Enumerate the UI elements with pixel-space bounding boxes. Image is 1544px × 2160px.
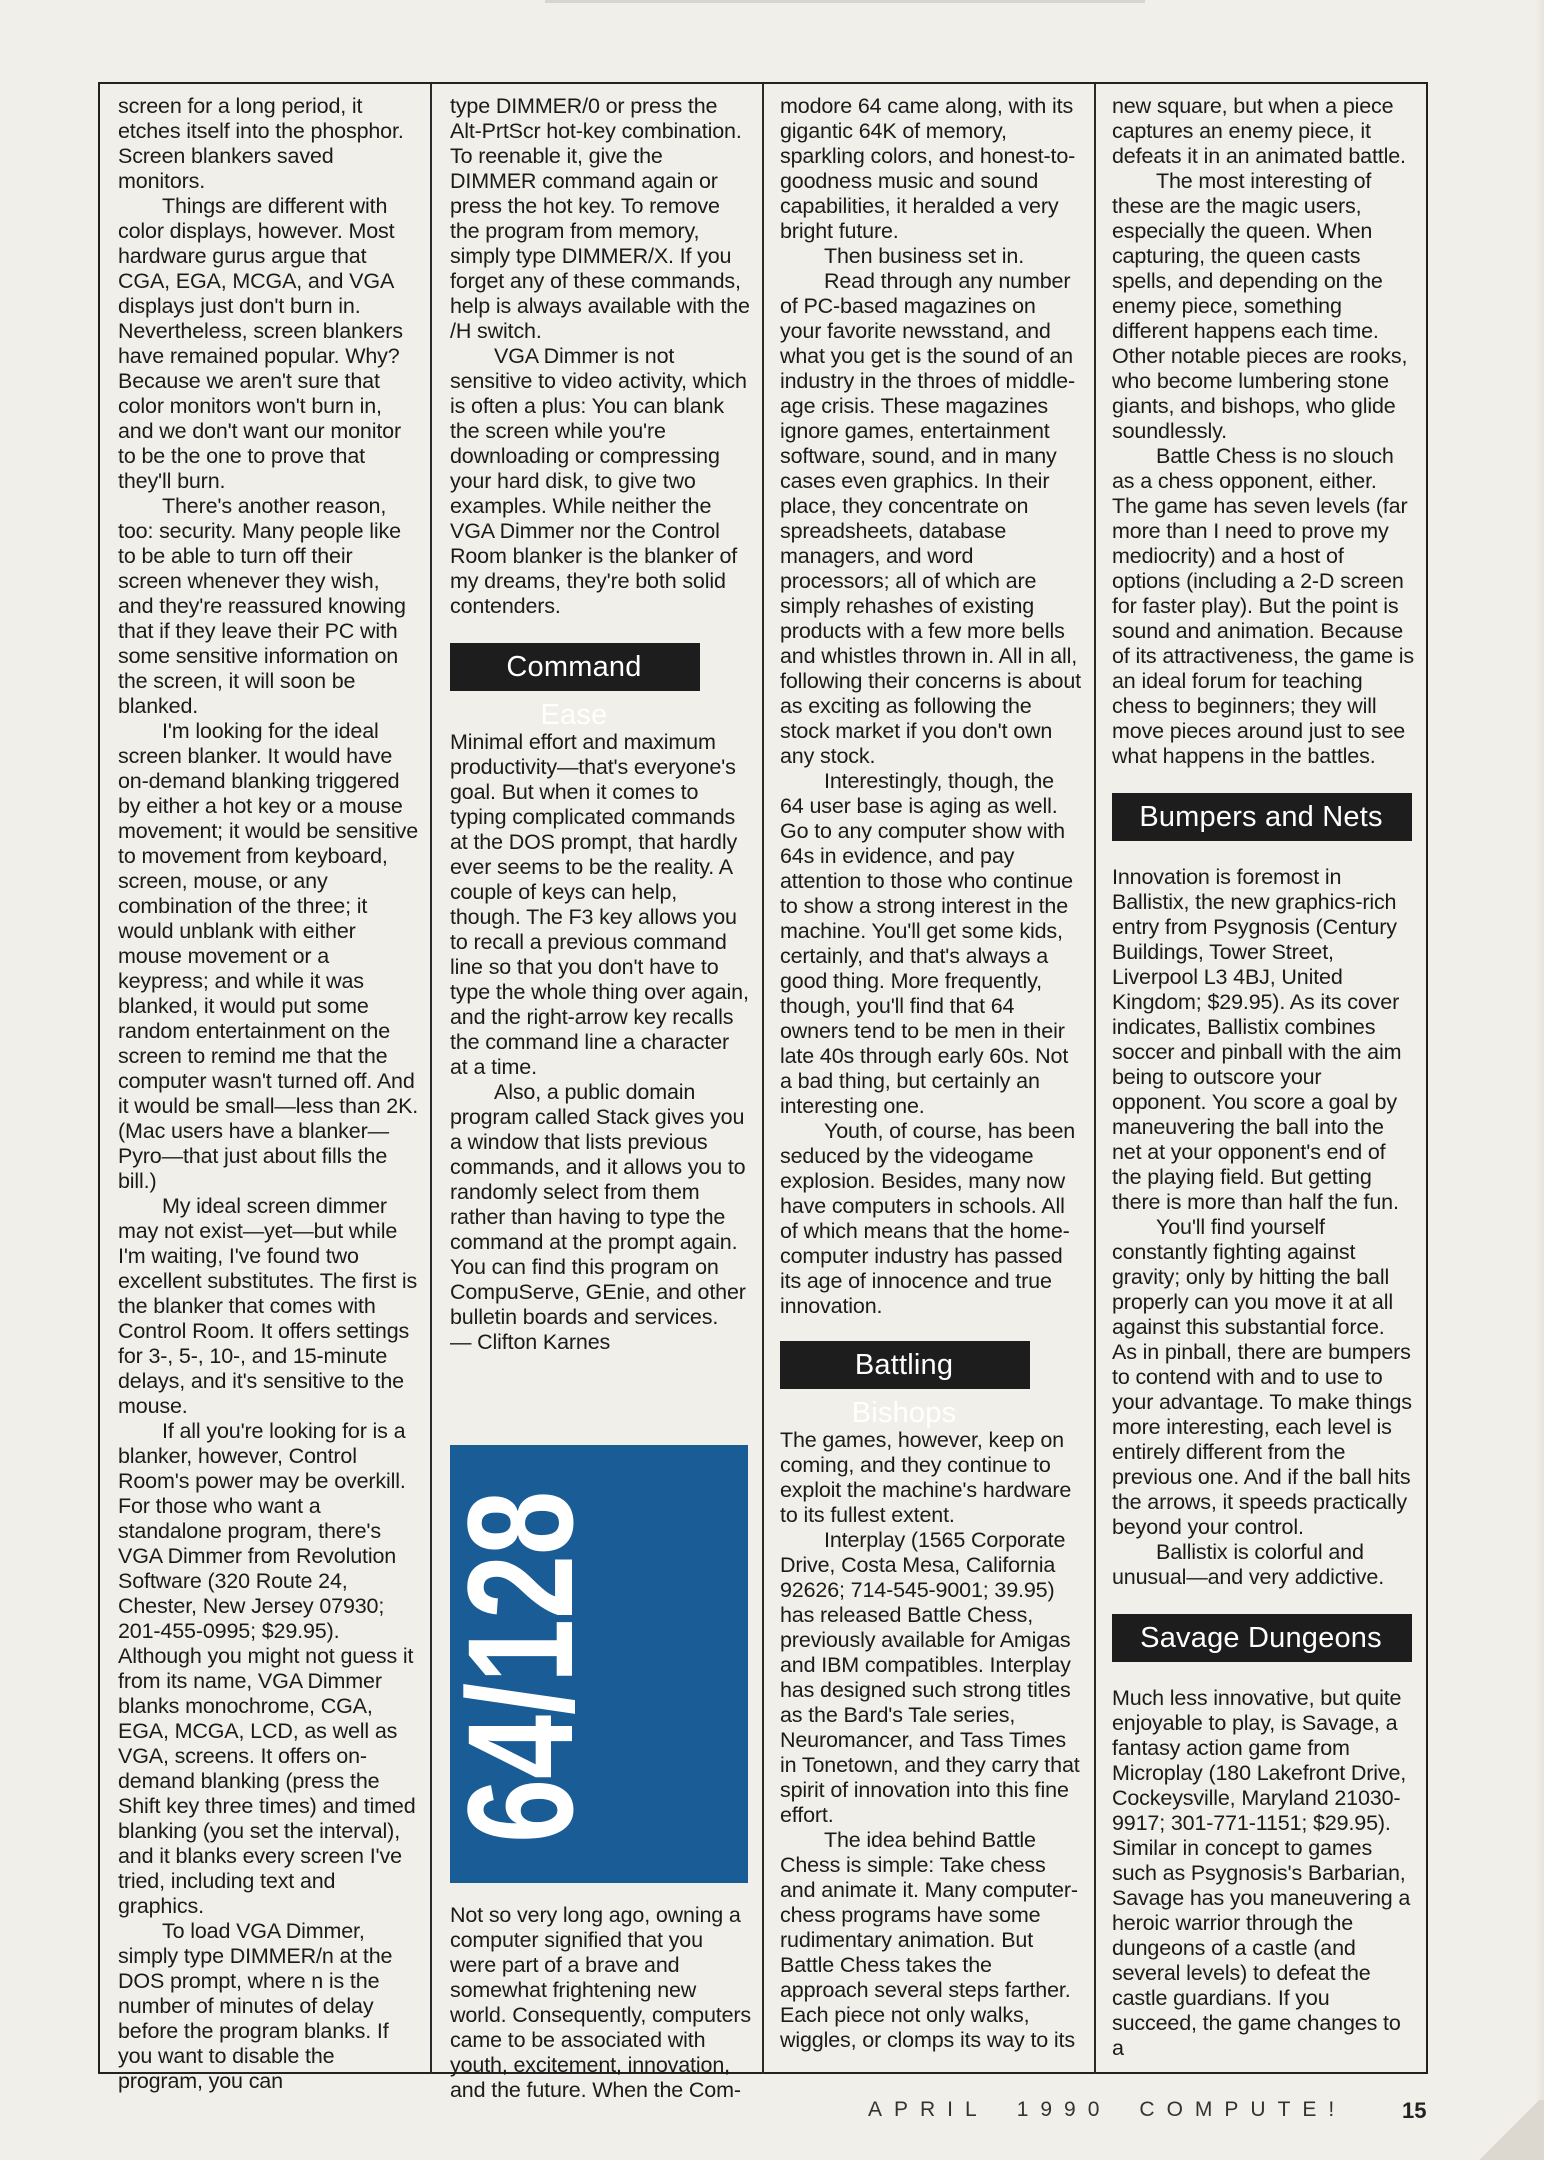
paragraph: new square, but when a piece captures an enemy piece, it defeats it in an animated battle. <box>1112 94 1406 168</box>
column-divider <box>1094 84 1096 2074</box>
logo-text: 64/128 <box>436 1385 604 1843</box>
paragraph: Much less innovative, but quite enjoyable to play, is Savage, a fantasy action game from Microplay (180 Lakefront Drive, Cockeysville, Maryland 21030-9917; 301-771-1151; $29.95). Similar in concept to games such as Psygnosis's Barbarian, Savage has you maneuvering a heroic warrior through the dungeons of a castle (and several levels) to defeat the castle guardians. If you succeed, the game changes to a <box>1112 1686 1411 2060</box>
paragraph: Not so very long ago, owning a computer signified that you were part of a brave and somewhat frightening new world. Consequently, computers came to be associated with youth, excitement, innovation, and the future. When the Com- <box>450 1903 752 2102</box>
paragraph: Read through any number of PC-based magazines on your favorite newsstand, and what you get is the sound of an industry in the throes of middle-age crisis. These magazines ignore games, entertainment software, sound, and in many cases even graphics. In their place, they concentrate on spreadsheets, database managers, and word processors; all of which are simply rehashes of existing products with a few more bells and whistles thrown in. All in all, following their concerns is about as exciting as following the stock market if you don't own any stock. <box>780 269 1081 768</box>
page-number: 15 <box>1402 2098 1427 2123</box>
paragraph: Ballistix is colorful and unusual—and very addictive. <box>1112 1540 1385 1589</box>
paragraph: There's another reason, too: security. Many people like to be able to turn off their screen whenever they wish, and they're reassured knowing that if they leave their PC with some sensitive information on the screen, it will soon be blanked. <box>118 494 406 718</box>
footer-year: 1990 <box>1016 2098 1112 2121</box>
column-divider <box>762 84 764 2074</box>
paragraph: Youth, of course, has been seduced by the videogame explosion. Besides, many now have computers in schools. All of which means that the home-computer industry has passed its age of innocence and true innovation. <box>780 1119 1076 1318</box>
paragraph: type DIMMER/0 or press the Alt-PrtScr hot-key combination. To reenable it, give the DIMMER command again or press the hot key. To remove the program from memory, simply type DIMMER/X. If you forget any of these commands, help is always available with the /H switch. <box>450 94 750 343</box>
paragraph: Innovation is foremost in Ballistix, the new graphics-rich entry from Psygnosis (Century Buildings, Tower Street, Liverpool L3 4BJ, United Kingdom; $29.95). As its cover indicates, Ballistix combines soccer and pinball with the aim being to outscore your opponent. You score a goal by maneuvering the ball into the net at your opponent's end of the playing field. But getting there is more than half the fun. <box>1112 865 1402 1214</box>
paragraph: My ideal screen dimmer may not exist—yet—but while I'm waiting, I've found two excellent substitutes. The first is the blanker that comes with Control Room. It offers settings for 3-, 5-, 10-, and 15-minute delays, and it's sensitive to the mouse. <box>118 1194 418 1418</box>
paragraph: If all you're looking for is a blanker, however, Control Room's power may be overkill. For those who want a standalone program, there's VGA Dimmer from Revolution Software (320 Route 24, Chester, New Jersey 07930; 201-455-0995; $29.95). Although you might not guess it from its name, VGA Dimmer blanks monochrome, CGA, EGA, MCGA, LCD, as well as VGA, screens. It offers on-demand blanking (press the Shift key three times) and timed blanking (you set the interval), and it blanks every screen I've tried, including text and graphics. <box>118 1419 416 1918</box>
logo-graphic <box>436 1385 748 1883</box>
page-edge <box>1536 0 1544 2160</box>
paragraph: Interestingly, though, the 64 user base is aging as well. Go to any computer show with 64s in evidence, and pay attention to those who continue to show a strong interest in the machine. You'll get some kids, certainly, and that's always a good thing. More frequently, though, you'll find that 64 owners tend to be men in their late 40s through early 60s. Not a bad thing, but certainly an interesting one. <box>780 769 1073 1118</box>
paragraph: VGA Dimmer is not sensitive to video activity, which is often a plus: You can blank the screen while you're downloading or compressing your hard disk, to give two examples. While neither the VGA Dimmer nor the Control Room blanker is the blanker of my dreams, they're both solid contenders. <box>450 344 747 618</box>
section-heading-bumpers-and-nets: Bumpers and Nets <box>1112 793 1412 841</box>
section-heading-command-ease: Command Ease <box>450 643 700 691</box>
column-divider <box>430 84 432 2074</box>
paragraph: I'm looking for the ideal screen blanker. It would have on-demand blanking triggered by either a hot key or a mouse movement; it would be sensitive to movement from keyboard, screen, mouse, or any combination of the three; it would unblank with either mouse movement or a keypress; and while it was blanked, it would put some random entertainment on the screen to remind me that the computer wasn't turned off. And it would be small—less than 2K. (Mac users have a blanker—Pyro—that just about fills the bill.) <box>118 719 419 1193</box>
footer-month: APRIL <box>868 2098 989 2121</box>
column-4 <box>1112 94 1414 2068</box>
paragraph: You'll find yourself constantly fighting against gravity; only by hitting the ball properly can you move it at all against this substantial force. As in pinball, there are bumpers to contend with and to use to your advantage. To make things more interesting, each level is entirely different from the previous one. And if the ball hits the arrows, it speeds practically beyond your control. <box>1112 1215 1412 1539</box>
paragraph: To load VGA Dimmer, simply type DIMMER/n at the DOS prompt, where n is the number of minutes of delay before the program blanks. If you want to disable the program, you can <box>118 1919 393 2093</box>
paragraph: modore 64 came along, with its gigantic 64K of memory, sparkling colors, and honest-to-goodness music and sound capabilities, it heralded a very bright future. <box>780 94 1076 243</box>
footer-magazine: COMPUTE! <box>1139 2098 1347 2121</box>
column-1 <box>118 94 420 2093</box>
column-2 <box>436 94 752 2102</box>
paragraph: Things are different with color displays, however. Most hardware gurus argue that CGA, EGA, MCGA, and VGA displays just don't burn in. Nevertheless, screen blankers have remained popular. Why? Because we aren't sure that color monitors won't burn in, and we don't want our monitor to be the one to prove that they'll burn. <box>118 194 403 493</box>
section-heading-savage-dungeons: Savage Dungeons <box>1112 1614 1412 1662</box>
page-footer <box>868 2098 1374 2122</box>
paragraph: Interplay (1565 Corporate Drive, Costa Mesa, California 92626; 714-545-9001; 39.95) has released Battle Chess, previously available for Amigas and IBM compatibles. Interplay has designed such strong titles as the Bard's Tale series, Neuromancer, and Tass Times in Tonetown, and they carry that spirit of innovation into this fine effort. <box>780 1528 1080 1827</box>
paragraph: The games, however, keep on coming, and they continue to exploit the machine's hardware to its fullest extent. <box>780 1428 1072 1527</box>
top-rule <box>545 0 1145 3</box>
column-3 <box>780 94 1082 2068</box>
paragraph: screen for a long period, it etches itself into the phosphor. Screen blankers saved monitors. <box>118 94 404 193</box>
paragraph: The idea behind Battle Chess is simple: Take chess and animate it. Many computer-chess programs have some rudimentary animation. But Battle Chess takes the approach several steps farther. Each piece not only walks, wiggles, or clomps its way to its <box>780 1828 1078 2052</box>
paragraph: Then business set in. <box>824 244 1025 268</box>
paragraph: Battle Chess is no slouch as a chess opponent, either. The game has seven levels (far more than I need to prove my mediocrity) and a host of options (including a 2-D screen for faster play). But the point is sound and animation. Because of its attractiveness, the game is an ideal forum for teaching chess to beginners; they will move pieces around just to see what happens in the battles. <box>1112 444 1415 768</box>
page-corner-fold <box>1474 2100 1544 2160</box>
paragraph: Minimal effort and maximum productivity—that's everyone's goal. But when it comes to typing complicated commands at the DOS prompt, that hardly ever seems to be the reality. A couple of keys can help, though. The F3 key allows you to recall a previous command line so that you don't have to type the whole thing over again, and the right-arrow key recalls the command line a character at a time. <box>450 730 749 1079</box>
paragraph: The most interesting of these are the magic users, especially the queen. When capturing, the queen casts spells, and depending on the enemy piece, something different happens each time. Other notable pieces are rooks, who become lumbering stone giants, and bishops, who glide soundlessly. <box>1112 169 1408 443</box>
paragraph: Also, a public domain program called Stack gives you a window that lists previous commands, and it allows you to randomly select from them rather than having to type the command at the prompt again. You can find this program on CompuServe, GEnie, and other bulletin boards and services. <box>450 1080 746 1329</box>
author-byline: — Clifton Karnes <box>450 1330 611 1354</box>
section-heading-battling-bishops: Battling Bishops <box>780 1341 1030 1389</box>
column-logo-64-128 <box>436 1385 748 1883</box>
